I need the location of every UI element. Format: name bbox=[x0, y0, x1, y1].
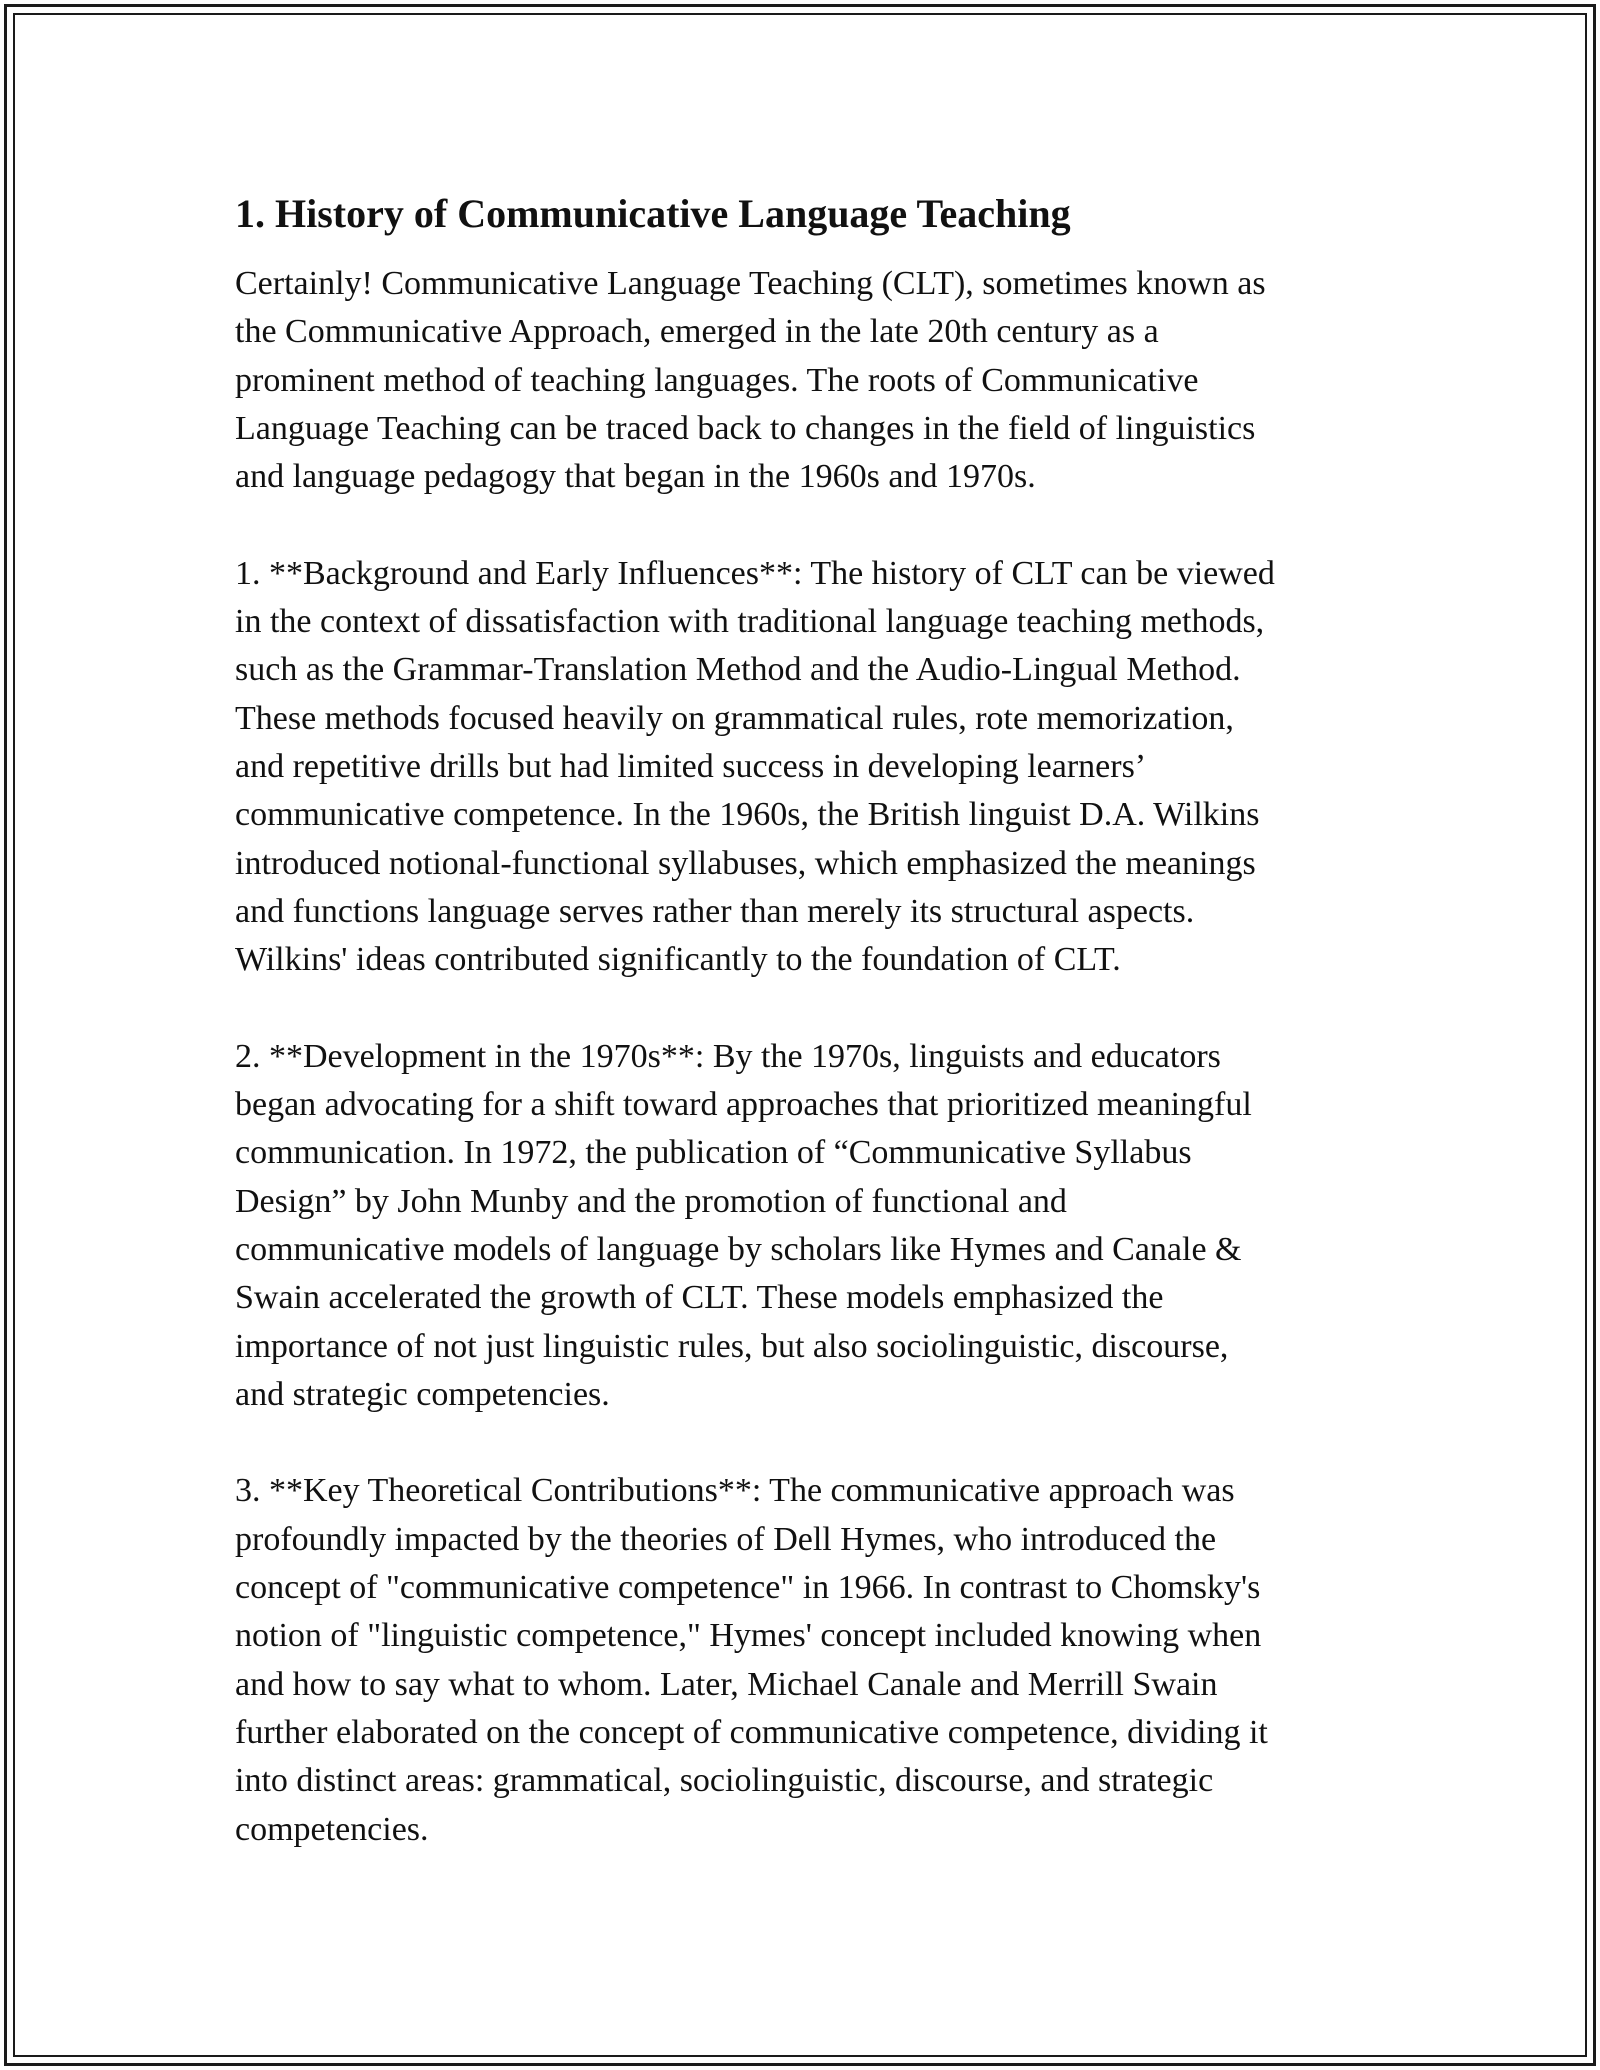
page-title: 1. History of Communicative Language Teaching bbox=[235, 191, 1071, 236]
text-line: Swain accelerated the growth of CLT. These models emphasized the bbox=[235, 1279, 1164, 1317]
text-line: These methods focused heavily on grammatical rules, rote memorization, bbox=[235, 699, 1234, 737]
text-line: communicative models of language by scholars like Hymes and Canale & bbox=[235, 1230, 1242, 1268]
text-line: further elaborated on the concept of communicative competence, dividing it bbox=[235, 1713, 1268, 1751]
text-line: concept of "communicative competence" in 1966. In contrast to Chomsky's bbox=[235, 1569, 1261, 1607]
text-line: such as the Grammar-Translation Method and the Audio-Lingual Method. bbox=[235, 651, 1241, 689]
text-line: importance of not just linguistic rules, but also sociolinguistic, discourse, bbox=[235, 1327, 1229, 1365]
section-theory-paragraph bbox=[235, 1467, 1395, 1853]
text-line: prominent method of teaching languages. The roots of Communicative bbox=[235, 361, 1199, 399]
text-line: Certainly! Communicative Language Teaching (CLT), sometimes known as bbox=[235, 265, 1266, 302]
text-line: and functions language serves rather than merely its structural aspects. bbox=[235, 892, 1195, 930]
text-line: and repetitive drills but had limited success in developing learners’ bbox=[235, 747, 1147, 785]
text-line: and how to say what to whom. Later, Michael Canale and Merrill Swain bbox=[235, 1665, 1218, 1703]
text-line: 2. **Development in the 1970s**: By the 1970s, linguists and educators bbox=[235, 1037, 1221, 1075]
text-line: and strategic competencies. bbox=[235, 1375, 610, 1413]
document-body bbox=[235, 188, 1395, 1854]
text-line: into distinct areas: grammatical, sociolinguistic, discourse, and strategic bbox=[235, 1762, 1214, 1800]
text-line: in the context of dissatisfaction with traditional language teaching methods, bbox=[235, 603, 1265, 641]
section-development-paragraph bbox=[235, 1033, 1395, 1419]
text-line: began advocating for a shift toward approaches that prioritized meaningful bbox=[235, 1086, 1252, 1124]
text-line: the Communicative Approach, emerged in the late 20th century as a bbox=[235, 313, 1159, 351]
text-line: 3. **Key Theoretical Contributions**: The communicative approach was bbox=[235, 1472, 1235, 1510]
text-line: notion of "linguistic competence," Hymes' concept included knowing when bbox=[235, 1617, 1262, 1655]
text-line: competencies. bbox=[235, 1810, 429, 1848]
text-line: profoundly impacted by the theories of Dell Hymes, who introduced the bbox=[235, 1520, 1217, 1558]
text-line: communicative competence. In the 1960s, the British linguist D.A. Wilkins bbox=[235, 796, 1260, 834]
text-line: and language pedagogy that began in the 1960s and 1970s. bbox=[235, 458, 1036, 496]
text-line: Design” by John Munby and the promotion of functional and bbox=[235, 1182, 1067, 1220]
text-line: Language Teaching can be traced back to changes in the field of linguistics bbox=[235, 409, 1256, 447]
text-line: communication. In 1972, the publication of “Communicative Syllabus bbox=[235, 1134, 1192, 1172]
section-background-paragraph bbox=[235, 550, 1395, 985]
text-line: 1. **Background and Early Influences**: The history of CLT can be viewed bbox=[235, 554, 1275, 592]
text-line: introduced notional-functional syllabuses, which emphasized the meanings bbox=[235, 844, 1256, 882]
intro-paragraph bbox=[235, 260, 1395, 501]
text-line: Wilkins' ideas contributed significantly to the foundation of CLT. bbox=[235, 941, 1121, 979]
